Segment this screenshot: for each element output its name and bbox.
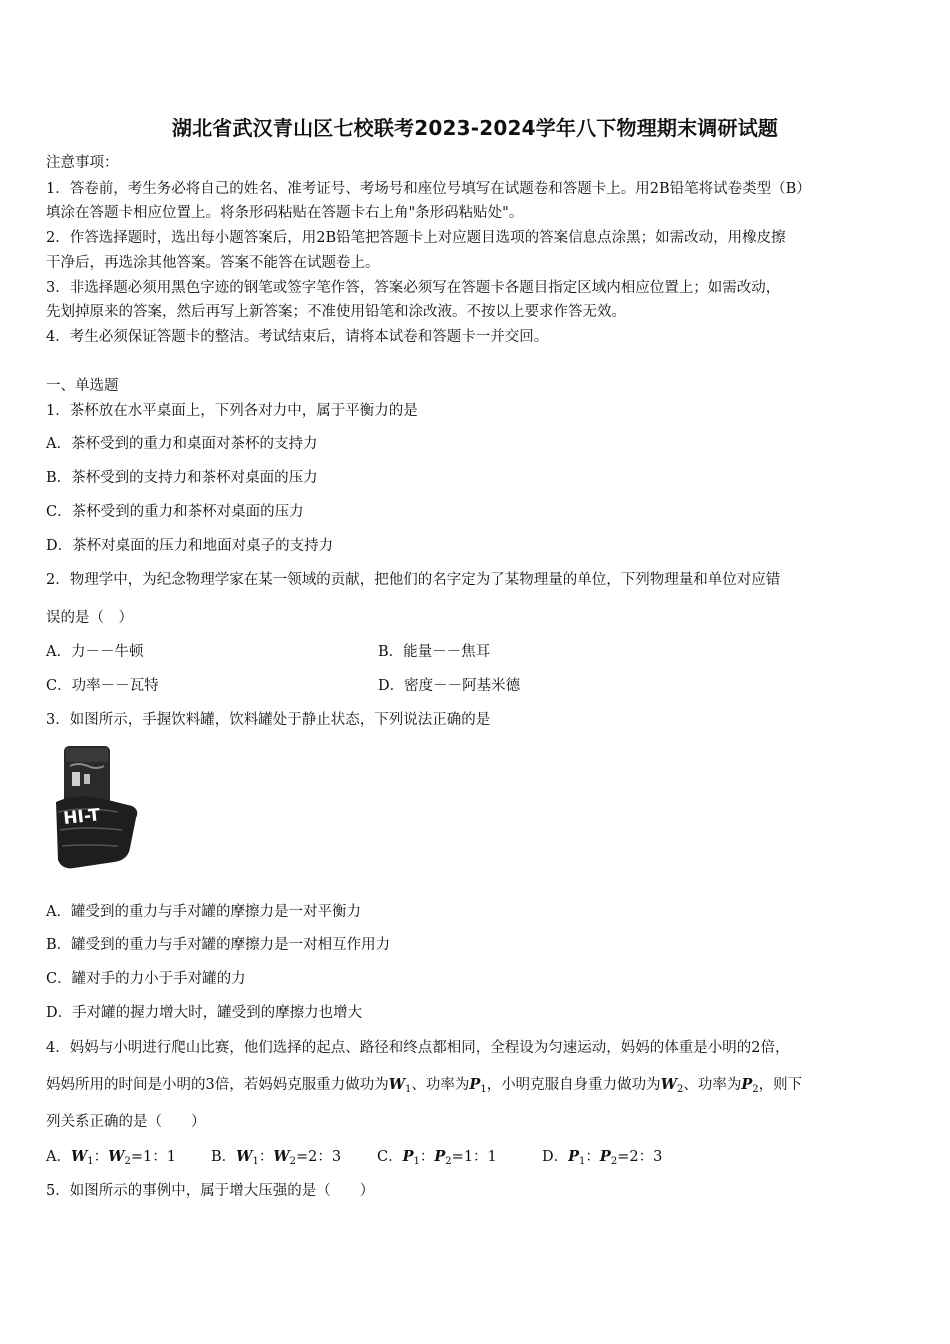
q2-option-d: D．密度－－阿基米德 <box>378 678 521 694</box>
q1-option-d: D．茶杯对桌面的压力和地面对桌子的支持力 <box>46 538 334 554</box>
q3-option-b: B．罐受到的重力与手对罐的摩擦力是一对相互作用力 <box>46 937 391 953</box>
q2-option-c: C．功率－－瓦特 <box>46 678 159 694</box>
q4-option-d: D．$P_1$：$P_2=2$：3 <box>542 1148 663 1167</box>
can-label: HI-T <box>62 805 102 829</box>
q1-option-c: C．茶杯受到的重力和茶杯对桌面的压力 <box>46 504 304 520</box>
q2-option-a: A．力－－牛顿 <box>46 644 144 660</box>
notice-line: 先划掉原来的答案，然后再写上新答案；不准使用铅笔和涂改液。不按以上要求作答无效。 <box>46 304 626 320</box>
question-1-stem: 1．茶杯放在水平桌面上，下列各对力中，属于平衡力的是 <box>46 403 418 419</box>
hand-holding-can-figure <box>50 742 146 870</box>
q1-option-b: B．茶杯受到的支持力和茶杯对桌面的压力 <box>46 470 318 486</box>
question-4-stem-cont: 列关系正确的是（ ） <box>46 1114 206 1130</box>
q4-option-a: A．$W_1$：$W_2=1$：1 <box>46 1148 176 1167</box>
q3-option-d: D．手对罐的握力增大时，罐受到的摩擦力也增大 <box>46 1005 363 1021</box>
notice-line: 3．非选择题必须用黑色字迹的钢笔或签字笔作答，答案必须写在答题卡各题目指定区域内相应位置上；如需改动， <box>46 280 781 296</box>
question-3-stem: 3．如图所示，手握饮料罐，饮料罐处于静止状态，下列说法正确的是 <box>46 712 491 728</box>
q3-option-a: A．罐受到的重力与手对罐的摩擦力是一对平衡力 <box>46 904 361 920</box>
question-4-stem-cont: 妈妈所用的时间是小明的3倍，若妈妈克服重力做功为$W_1$、功率为$P_1$，小明克服自身重力做功为$W_2$、功率为$P_2$，则下 <box>46 1076 803 1095</box>
question-2-stem-cont: 误的是（ ） <box>46 610 133 626</box>
notice-line: 干净后，再选涂其他答案。答案不能答在试题卷上。 <box>46 255 380 271</box>
section-heading: 一、单选题 <box>46 378 119 394</box>
page-title: 湖北省武汉青山区七校联考2023-2024学年八下物理期末调研试题 <box>171 116 779 140</box>
question-2-stem: 2．物理学中，为纪念物理学家在某一领域的贡献，把他们的名字定为了某物理量的单位，下列物理量和单位对应错 <box>46 572 781 588</box>
notice-heading: 注意事项： <box>46 155 119 171</box>
q2-option-b: B．能量－－焦耳 <box>378 644 491 660</box>
q1-option-a: A．茶杯受到的重力和桌面对茶杯的支持力 <box>46 436 318 452</box>
q4-option-b: B．$W_1$：$W_2=2$：3 <box>211 1148 342 1167</box>
notice-line: 4．考生必须保证答题卡的整洁。考试结束后，请将本试卷和答题卡一并交回。 <box>46 329 549 345</box>
q3-option-c: C．罐对手的力小于手对罐的力 <box>46 971 246 987</box>
notice-line: 填涂在答题卡相应位置上。将条形码粘贴在答题卡右上角"条形码粘贴处"。 <box>46 205 524 221</box>
notice-line: 1．答卷前，考生务必将自己的姓名、准考证号、考场号和座位号填写在试题卷和答题卡上。用2B铅笔将试卷类型（B） <box>46 181 811 197</box>
q4-option-c: C．$P_1$：$P_2=1$：1 <box>377 1148 497 1167</box>
question-5-stem: 5．如图所示的事例中，属于增大压强的是（ ） <box>46 1183 375 1199</box>
question-4-stem: 4．妈妈与小明进行爬山比赛，他们选择的起点、路径和终点都相同，全程设为匀速运动，妈妈的体重是小明的2倍， <box>46 1040 790 1056</box>
notice-line: 2．作答选择题时，选出每小题答案后，用2B铅笔把答题卡上对应题目选项的答案信息点涂黑；如需改动，用橡皮擦 <box>46 230 786 246</box>
